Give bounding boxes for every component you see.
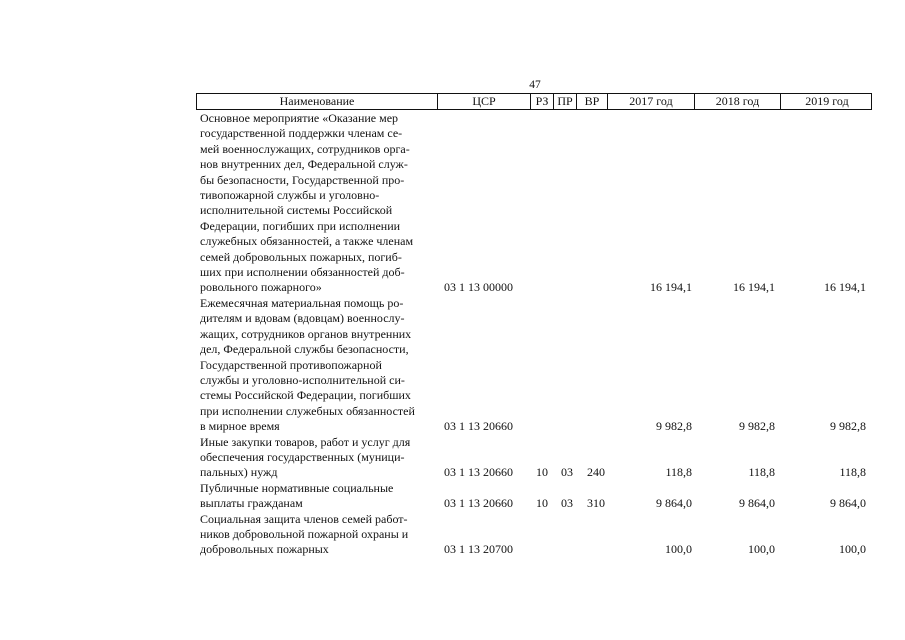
row-name: Социальная защита членов семей работ- ников добровольной пожарной охраны и добровольных пожарных xyxy=(200,511,409,557)
table-row xyxy=(200,481,870,512)
row-csr: 03 1 13 00000 xyxy=(444,280,513,295)
header-csr: ЦСР xyxy=(437,94,530,109)
row-csr: 03 1 13 20660 xyxy=(444,465,513,480)
row-2018: 9 982,8 xyxy=(739,419,775,434)
row-2018: 9 864,0 xyxy=(739,496,775,511)
row-2019: 100,0 xyxy=(839,542,866,557)
header-2019: 2019 год xyxy=(780,94,873,109)
row-2019: 9 864,0 xyxy=(830,496,866,511)
row-2018: 100,0 xyxy=(748,542,775,557)
table-row xyxy=(200,111,870,296)
row-pr: 03 xyxy=(561,496,573,511)
row-2017: 118,8 xyxy=(665,465,692,480)
row-name: Основное мероприятие «Оказание мер государственной поддержки членам се- мей военнослужащих, сотрудников орга- нов внутренних дел, Федеральной служ- бы безопасности, Государственной про- тивопожарной службы и уголовно- исполнительной системы Российской Федерации, погибших при исполнении служебных обязанностей, а также членам семей добровольных пожарных, погиб- ших при исполнении обязанностей доб- ровольного пожарного» xyxy=(200,111,414,295)
row-rz: 10 xyxy=(536,496,548,511)
row-2018: 16 194,1 xyxy=(733,280,775,295)
header-pr: ПР xyxy=(553,94,576,109)
header-2018: 2018 год xyxy=(694,94,780,109)
table-row xyxy=(200,435,870,481)
row-2019: 16 194,1 xyxy=(824,280,866,295)
row-2017: 9 864,0 xyxy=(656,496,692,511)
row-csr: 03 1 13 20700 xyxy=(444,542,513,557)
row-csr: 03 1 13 20660 xyxy=(444,419,513,434)
header-rz: РЗ xyxy=(530,94,553,109)
row-2017: 100,0 xyxy=(665,542,692,557)
page-number: 47 xyxy=(529,79,541,91)
table-header xyxy=(196,93,872,110)
row-pr: 03 xyxy=(561,465,573,480)
row-name: Публичные нормативные социальные выплаты гражданам xyxy=(200,480,394,511)
row-name: Иные закупки товаров, работ и услуг для обеспечения государственных (муници- пальных) нужд xyxy=(200,434,411,480)
table-row xyxy=(200,296,870,435)
table-body xyxy=(200,111,870,558)
row-2018: 118,8 xyxy=(748,465,775,480)
row-2017: 9 982,8 xyxy=(656,419,692,434)
table-row xyxy=(200,512,870,558)
header-name: Наименование xyxy=(279,94,355,108)
row-2017: 16 194,1 xyxy=(650,280,692,295)
row-rz: 10 xyxy=(536,465,548,480)
row-2019: 9 982,8 xyxy=(830,419,866,434)
header-2017: 2017 год xyxy=(607,94,694,109)
row-vr: 310 xyxy=(587,496,605,511)
row-csr: 03 1 13 20660 xyxy=(444,496,513,511)
header-vr: ВР xyxy=(576,94,607,109)
row-name: Ежемесячная материальная помощь ро- дителям и вдовам (вдовцам) военнослу- жащих, сотрудников органов внутренних дел, Федеральной службы безопасности, Государственной противопожарной службы и уголовно-исполнительной си- стемы Российской Федерации, погибших при исполнении служебных обязанностей в мирное время xyxy=(200,295,415,434)
row-2019: 118,8 xyxy=(839,465,866,480)
row-vr: 240 xyxy=(587,465,605,480)
